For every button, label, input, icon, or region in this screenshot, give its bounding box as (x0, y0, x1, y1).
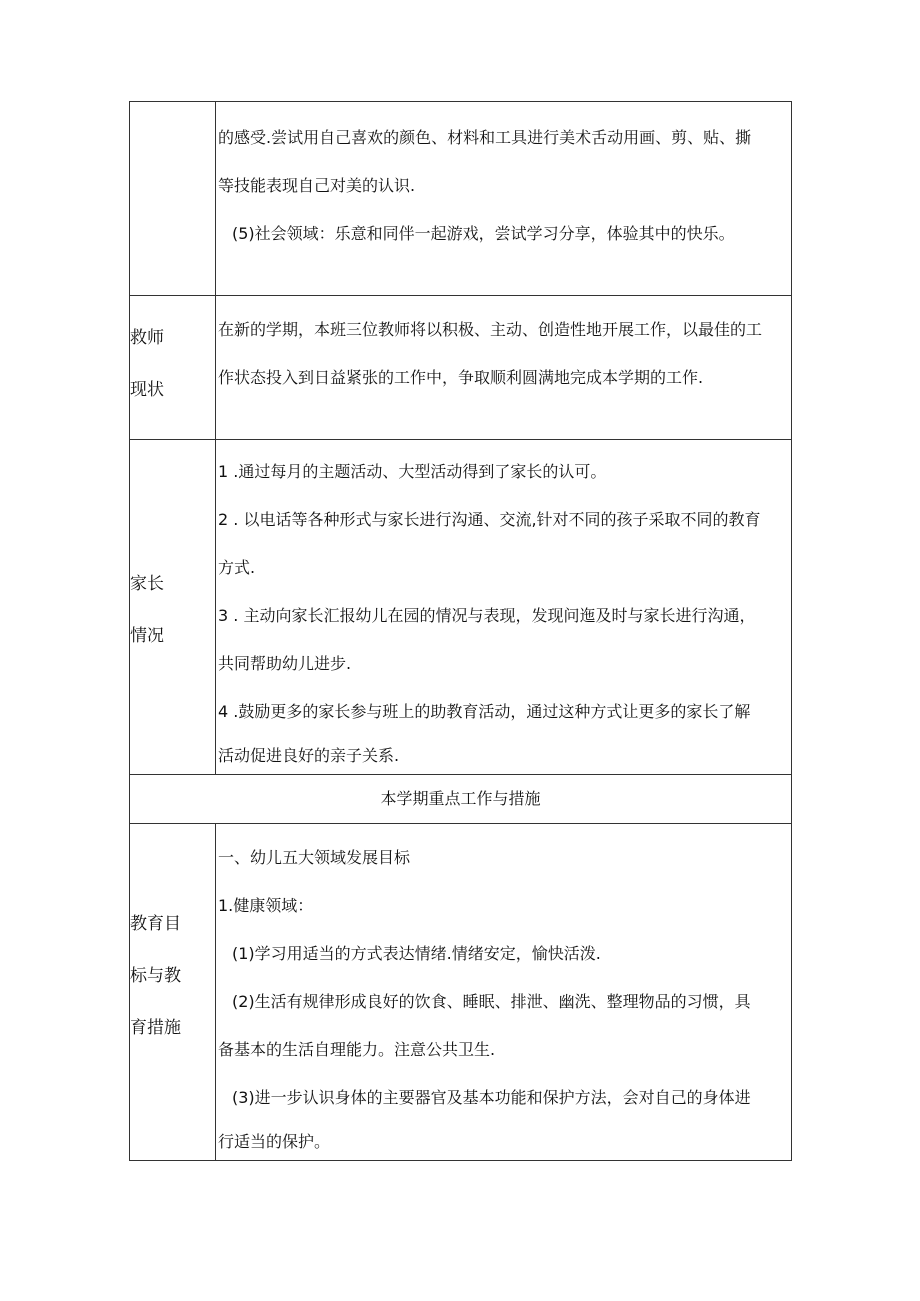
content-line: (3)进一步认识身体的主要器官及基本功能和保护方法，会对自己的身体进 (232, 1088, 751, 1107)
content-line: (5)社会领域：乐意和同伴一起游戏，尝试学习分享，体验其中的快乐。 (232, 224, 735, 243)
content-line: 在新的学期，本班三位教师将以积极、主动、创造性地开展工作，以最佳的工 (218, 320, 763, 339)
row-label-line: 育措施 (130, 1018, 181, 1038)
content-line: 3 . 主动向家长汇报幼儿在园的情况与表现，发现问迤及时与家长进行沟通， (218, 606, 756, 625)
content-line: 行适当的保护。 (218, 1132, 331, 1151)
row-content-cell (216, 296, 792, 440)
content-line: 4 .鼓励更多的家长参与班上的助教育活动，通过这种方式让更多的家长了解 (218, 702, 751, 721)
row-content-cell (216, 440, 792, 775)
row-label-line: 现状 (130, 380, 164, 400)
content-line: 作状态投入到日益紧张的工作中，争取顺利圆满地完成本学期的工作. (218, 368, 704, 387)
table-row (130, 296, 792, 440)
table-row (130, 824, 792, 1161)
row-label-line: 标与教 (130, 966, 181, 986)
content-line: 方式. (218, 558, 256, 577)
section-title: 本学期重点工作与措施 (130, 775, 792, 824)
table-row (130, 440, 792, 775)
row-content-cell (216, 102, 792, 296)
content-line: 的感受.尝试用自己喜欢的颜色、材料和工具进行美术舌动用画、剪、贴、撕 (218, 128, 752, 147)
row-label-cell (130, 296, 216, 440)
table-row (130, 775, 792, 824)
row-label-line: 救师 (130, 328, 164, 348)
content-line: (2)生活有规律形成良好的饮食、睡眠、排泄、幽洗、整理物品的习惯，具 (232, 992, 751, 1011)
row-label-cell (130, 440, 216, 775)
row-content-cell (216, 824, 792, 1161)
row-label-line: 教育目 (130, 914, 181, 934)
content-line: 等技能表现自己对美的认识. (218, 176, 416, 195)
content-line: 活动促进良好的亲子关系. (218, 746, 400, 765)
content-line: 备基本的生活自理能力。注意公共卫生. (218, 1040, 496, 1059)
content-line: 1.健康领域： (218, 896, 314, 915)
row-label-cell (130, 824, 216, 1161)
row-label-line: 家长 (130, 574, 164, 594)
content-line: (1)学习用适当的方式表达情绪.情绪安定，愉快活泼. (232, 944, 601, 963)
table-row (130, 102, 792, 296)
row-label-cell (130, 102, 216, 296)
content-line: 1 .通过每月的主题活动、大型活动得到了家长的认可。 (218, 462, 607, 481)
plan-table (129, 101, 792, 1161)
row-label-line: 情况 (130, 626, 164, 646)
content-line: 一、幼儿五大领域发展目标 (218, 848, 411, 867)
content-line: 2 . 以电话等各种形式与家长进行沟通、交流,针对不同的孩子采取不同的教育 (218, 510, 761, 529)
content-line: 共同帮助幼儿进步. (218, 654, 352, 673)
